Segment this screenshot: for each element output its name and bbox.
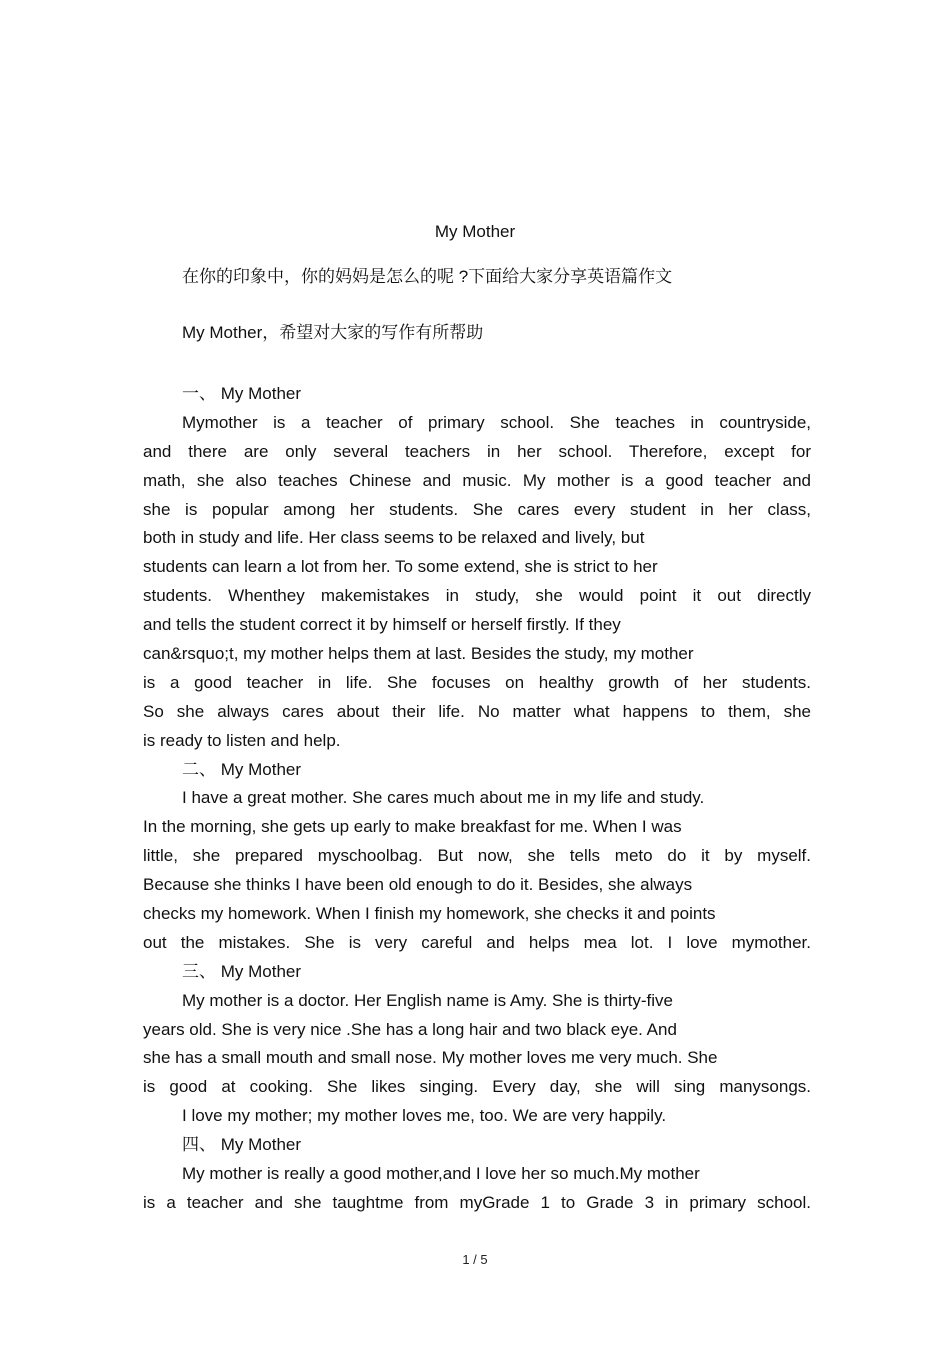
body-line: both in study and life. Her class seems to be relaxed and lively, but bbox=[143, 528, 645, 548]
body-line: little, she prepared myschoolbag. But now, she tells meto do it by myself. bbox=[143, 846, 811, 866]
body-line: she is popular among her students. She cares every student in her class, bbox=[143, 499, 811, 519]
body-line: So she always cares about their life. No matter what happens to them, she bbox=[143, 701, 811, 721]
document-body bbox=[143, 380, 811, 1218]
body-line: is a good teacher in life. She focuses on healthy growth of her students. bbox=[143, 672, 811, 692]
body-line: students. Whenthey makemistakes in study, she would point it out directly bbox=[143, 586, 811, 606]
body-line: Because she thinks I have been old enough to do it. Besides, she always bbox=[143, 875, 693, 895]
document-title: My Mother bbox=[434, 222, 516, 241]
body-line: students can learn a lot from her. To some extend, she is strict to her bbox=[143, 557, 658, 577]
body-line: is good at cooking. She likes singing. Every day, she will sing manysongs. bbox=[143, 1077, 811, 1097]
body-line: My mother is a doctor. Her English name is Amy. She is thirty-five bbox=[182, 990, 673, 1010]
body-line: can&rsquo;t, my mother helps them at last. Besides the study, my mother bbox=[143, 644, 694, 664]
body-line: and there are only several teachers in her school. Therefore, except for bbox=[143, 441, 811, 461]
body-line: In the morning, she gets up early to make breakfast for me. When I was bbox=[143, 817, 682, 837]
body-line: checks my homework. When I finish my homework, she checks it and points bbox=[143, 904, 716, 924]
body-line: she has a small mouth and small nose. My mother loves me very much. She bbox=[143, 1048, 718, 1068]
body-line: is a teacher and she taughtme from myGrade 1 to Grade 3 in primary school. bbox=[143, 1192, 811, 1212]
page-number: 1 / 5 bbox=[462, 1252, 488, 1267]
body-line: out the mistakes. She is very careful and helps mea lot. I love mymother. bbox=[143, 932, 811, 952]
body-line: 四、 My Mother bbox=[182, 1135, 302, 1155]
body-line: My mother is really a good mother,and I love her so much.My mother bbox=[182, 1164, 700, 1184]
body-line: math, she also teaches Chinese and music. My mother is a good teacher and bbox=[143, 470, 811, 490]
intro-line-2: My Mother，希望对大家的写作有所帮助 bbox=[182, 323, 484, 342]
body-line: I love my mother; my mother loves me, too. We are very happily. bbox=[182, 1106, 667, 1126]
body-line: is ready to listen and help. bbox=[143, 730, 341, 750]
body-line: years old. She is very nice .She has a long hair and two black eye. And bbox=[143, 1019, 677, 1039]
intro-line-1: 在你的印象中，你的妈妈是怎么的呢 ?下面给大家分享英语篇作文 bbox=[182, 267, 673, 286]
body-line: and tells the student correct it by himself or herself firstly. If they bbox=[143, 615, 621, 635]
body-line: Mymother is a teacher of primary school. She teaches in countryside, bbox=[182, 412, 811, 432]
body-line: 二、 My Mother bbox=[182, 759, 302, 779]
body-line: 一、 My Mother bbox=[182, 384, 302, 403]
body-line: 三、 My Mother bbox=[182, 961, 302, 981]
body-line: I have a great mother. She cares much about me in my life and study. bbox=[182, 788, 705, 808]
